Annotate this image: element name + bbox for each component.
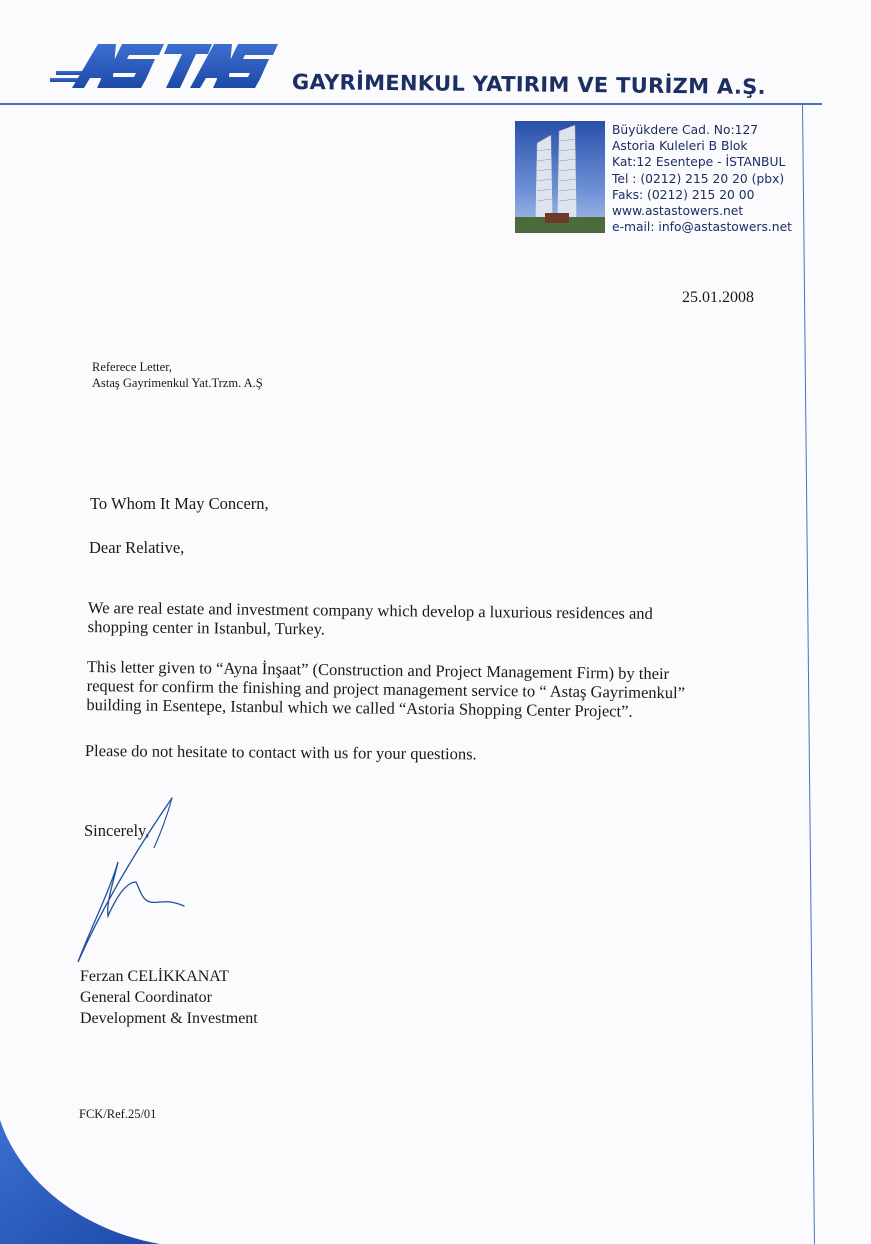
paragraph-line: We are real estate and investment company which develop a luxurious residences and (87, 598, 653, 623)
signer-block (80, 966, 258, 1029)
company-address (612, 122, 792, 235)
header-rule (0, 103, 822, 105)
paragraph-2 (86, 657, 685, 721)
closing: Sincerely, (84, 821, 150, 840)
salutation: Dear Relative, (89, 538, 185, 557)
reference-block (92, 359, 263, 391)
paragraph-3: Please do not hesitate to contact with us for your questions. (84, 741, 477, 764)
paragraph-line: shopping center in Istanbul, Turkey. (87, 616, 326, 639)
astoria-towers-image (515, 121, 605, 233)
address-website: www.astastowers.net (612, 204, 744, 219)
paragraph-line: building in Esentepe, Istanbul which we called “Astoria Shopping Center Project”. (86, 694, 633, 721)
signer-title: General Coordinator (80, 989, 212, 1006)
footer-reference: FCK/Ref.25/01 (79, 1107, 157, 1121)
paragraph-line: This letter given to “Ayna İnşaat” (Construction and Project Management Firm) by their (86, 657, 670, 684)
corner-decoration (0, 1120, 160, 1244)
reference-line: Referece Letter, (92, 360, 172, 374)
address-street: Büyükdere Cad. No:127 (612, 123, 759, 137)
address-floor: Kat:12 Esentepe - İSTANBUL (612, 155, 786, 170)
address-phone: Tel : (0212) 215 20 20 (pbx) (612, 171, 785, 186)
signer-name: Ferzan CELİKKANAT (80, 968, 229, 985)
greeting: To Whom It May Concern, (90, 494, 269, 513)
astas-logo (50, 38, 278, 92)
company-name: GAYRİMENKUL YATIRIM VE TURİZM A.Ş. (291, 70, 767, 99)
address-email: e-mail: info@astastowers.net (612, 220, 792, 235)
paragraph-line: request for confirm the finishing and project management service to “ Astaş Gayrimenkul” (86, 675, 686, 703)
logo-text: ASTAŞ (50, 38, 54, 39)
right-margin-rule (802, 103, 815, 1244)
signer-department: Development & Investment (80, 1010, 258, 1027)
paragraph-1 (88, 598, 653, 642)
handwritten-signature (70, 790, 200, 970)
address-fax: Faks: (0212) 215 20 00 (612, 187, 755, 202)
address-building: Astoria Kuleleri B Blok (612, 139, 748, 154)
reference-line: Astaş Gayrimenkul Yat.Trzm. A.Ş (92, 376, 263, 390)
letter-date: 25.01.2008 (682, 289, 754, 306)
